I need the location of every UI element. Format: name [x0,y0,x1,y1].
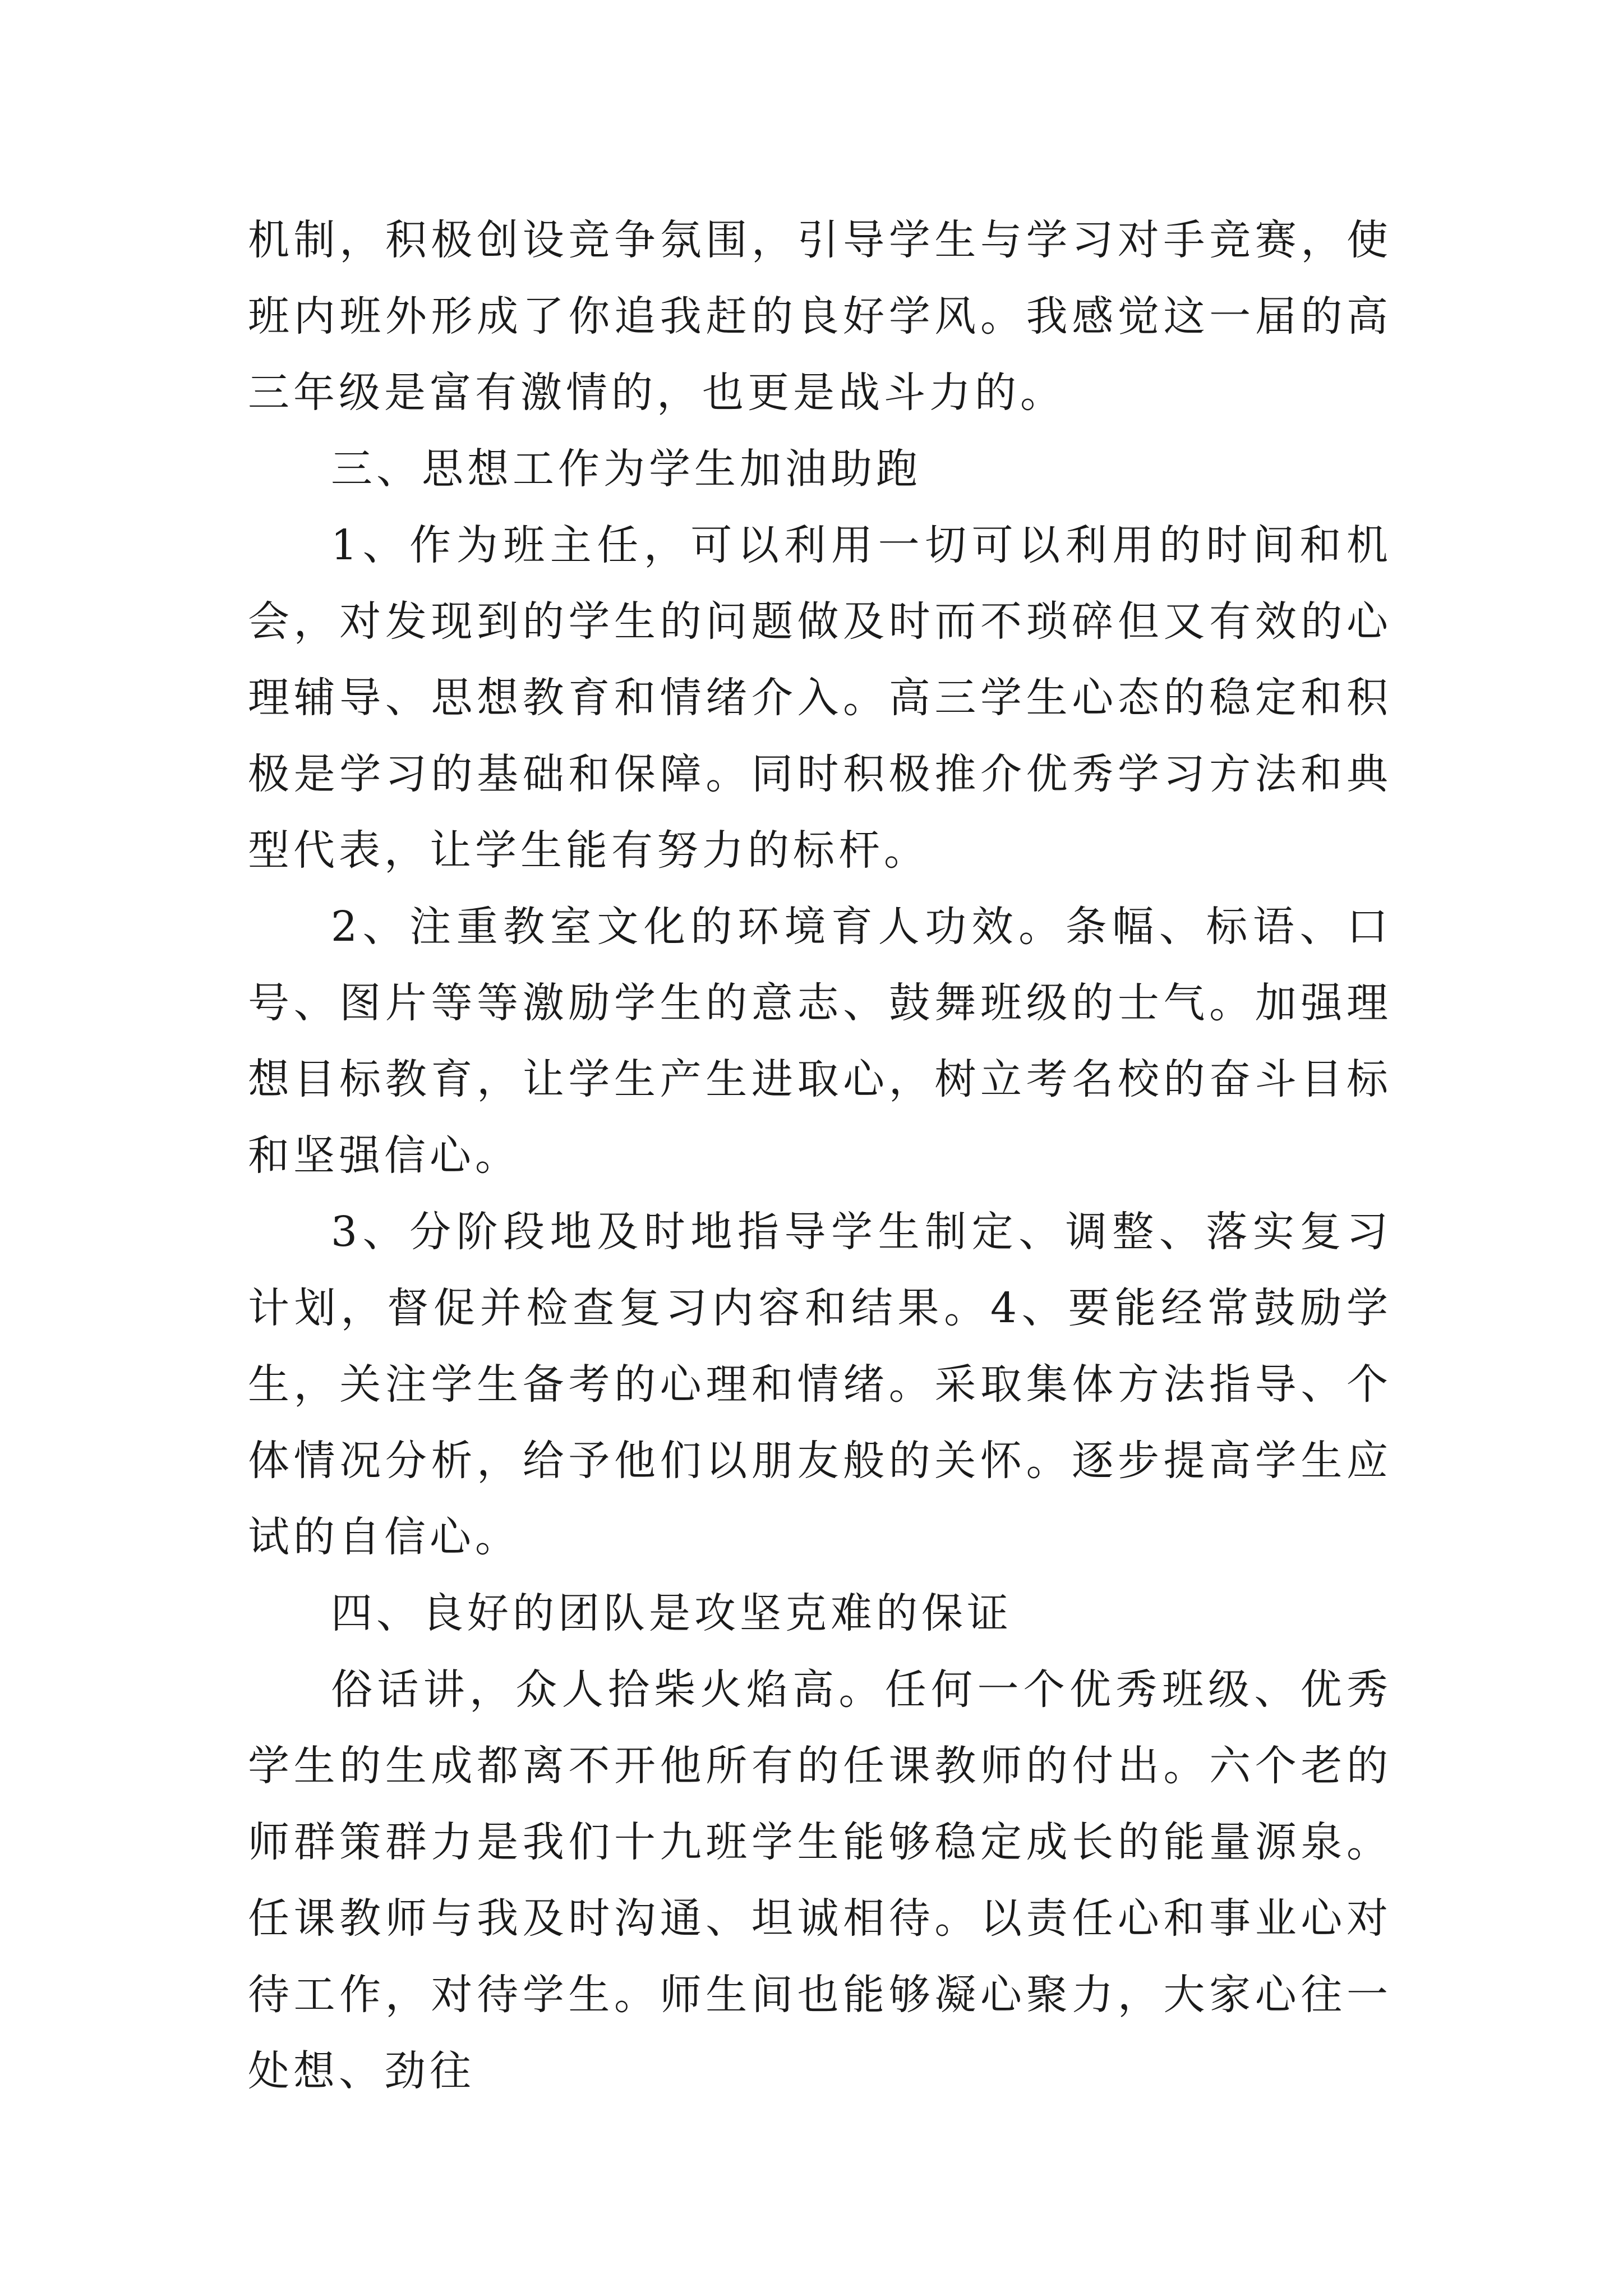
section-heading-3: 三、思想工作为学生加油助跑 [331,445,921,493]
paragraph-item-1: 1、作为班主任，可以利用一切可以利用的时间和机会，对发现到的学生的问题做及时而不琐碎但又有效的心理辅导、思想教育和情绪介入。高三学生心态的稳定和积极是学习的基础和保障。同时积极推介优秀学习方法和典型代表，让学生能有努力的标杆。 [248,521,1392,875]
section-heading-4: 四、良好的团队是攻坚克难的保证 [331,1589,1012,1637]
paragraph-competition: 机制，积极创设竞争氛围，引导学生与学习对手竞赛，使班内班外形成了你追我赶的良好学风。我感觉这一届的高三年级是富有激情的，也更是战斗力的。 [248,216,1392,417]
paragraph-item-3-4: 3、分阶段地及时地指导学生制定、调整、落实复习计划，督促并检查复习内容和结果。4、要能经常鼓励学生，关注学生备考的心理和情绪。采取集体方法指导、个体情况分析，给予他们以朋友般的关怀。逐步提高学生应试的自信心。 [248,1208,1392,1561]
paragraph-item-2: 2、注重教室文化的环境育人功效。条幅、标语、口号、图片等等激励学生的意志、鼓舞班级的士气。加强理想目标教育，让学生产生进取心，树立考名校的奋斗目标和坚强信心。 [248,903,1392,1180]
body-text [248,202,1392,2109]
paragraph-team: 俗话讲，众人拾柴火焰高。任何一个优秀班级、优秀学生的生成都离不开他所有的任课教师的付出。六个老的师群策群力是我们十九班学生能够稳定成长的能量源泉。任课教师与我及时沟通、坦诚相待。以责任心和事业心对待工作，对待学生。师生间也能够凝心聚力，大家心往一处想、劲往 [248,1665,1392,2095]
